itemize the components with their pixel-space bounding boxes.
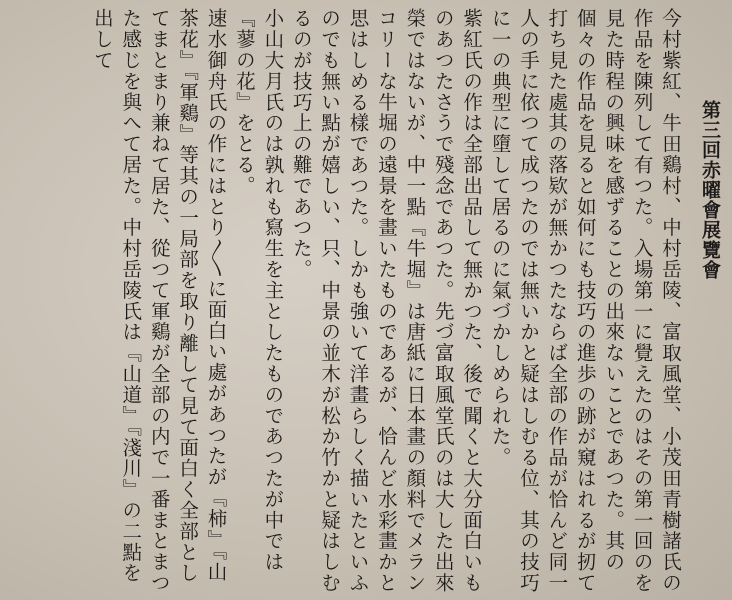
paragraph: 小山大月氏のは孰れも寫生を主としたものであつたが中では『蓼の花』をとる。 — [232, 8, 285, 573]
paragraph: 紫紅氏の作は全部出品して無かつた、後で聞くと大分面白いものあつたさうで殘念であつた。先づ富取風堂氏のは大した出來榮ではないが、中一點『牛堀』は唐紙に日本畫の顏料でメランコリーな牛堀の遠景を畫いたものであるが、恰んど水彩畫かと思はしめる樣であつた。しかも強いて洋畫らしく描いたといふのでも無い點が嬉しい、只、中景の並木が松か竹かと疑はしむるのが技巧上の難であつた。 — [289, 8, 484, 594]
article-title: 第三回赤曜會展覽會 — [699, 100, 721, 280]
paragraph: 速水御舟氏の作にはとり〳〵に面白い處があつたが『柿』『山茶花』『軍鷄』等其の一局部を取り離して見て面白く全部としてまとまり兼ねて居た、從つて軍鷄が全部の内で一番まとまつた感じを與へて居た。中村岳陵氏は『山道』『淺川』の二點を出して — [90, 8, 228, 594]
paragraph: 今村紫紅、牛田鷄村、中村岳陵、富取風堂、小茂田青樹諸氏の作品を陳列して有つた。入場第一に覺えたのはその第一回のを見た時程の興味を感ずることの出來ないことであつた。其の個々の作品を見ると如何にも技巧の進歩の跡が窺はれるが扨て打ち見た處其の落欵が無かつたならば全部の作品が恰んど同一人の手に依つて成つたのでは無いかと疑はしむる位、其の技巧に一の典型に墮して居るのに氣づかしめられた。 — [488, 8, 682, 594]
article-body — [4, 8, 684, 596]
